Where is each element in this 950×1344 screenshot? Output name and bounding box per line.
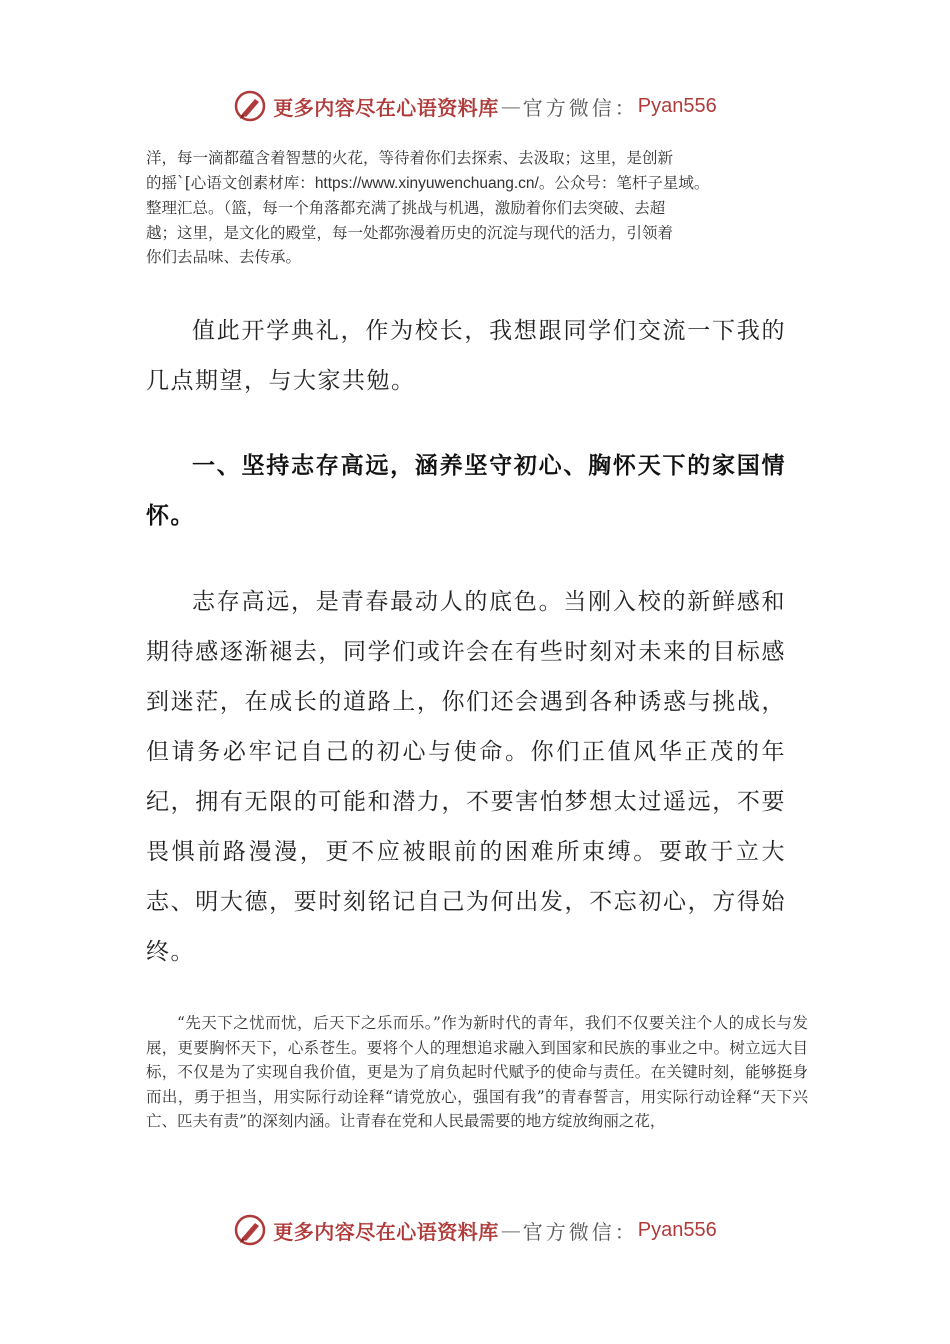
paragraph-top-line: 越；这里，是文化的殿堂，每一处都弥漫着历史的沉淀与现代的活力，引领着: [146, 223, 674, 242]
pen-logo-icon: [233, 1213, 267, 1247]
paragraph-top-line: 。公众号：笔杆子星域。: [538, 173, 710, 192]
pen-logo-icon: [233, 89, 267, 123]
brand-name: 更多内容尽在心语资料库: [273, 95, 499, 120]
source-url: https://www.xinyuwenchuang.cn/: [314, 174, 539, 192]
brand-separator: —: [500, 1218, 521, 1242]
paragraph-top-line: 洋，每一滴都蕴含着智慧的火花，等待着你们去探索、去汲取；这里，是创新: [146, 149, 674, 167]
wechat-label: 官方微信：: [522, 95, 638, 120]
section-heading: 一、坚持志存高远，涵养坚守初心、胸怀天下的家国情怀。: [146, 452, 786, 529]
quote-paragraph: “先天下之忧而忧，后天下之乐而乐。”作为新时代的青年，我们不仅要关注个人的成长与发展，更要胸怀天下，心系苍生。要将个人的理想追求融入到国家和民族的事业之中。树立远大目标，不仅是为了实现自我价值，更是为了肩负起时代赋予的使命与责任。在关键时刻，能够挺身而出，勇于担当，用实际行动诠释“请党放心，强国有我”的青春誓言，用实际行动诠释“天下兴亡、匹夫有责”的深刻内涵。让青春在党和人民最需要的地方绽放绚丽之花，: [146, 1014, 808, 1131]
body-paragraph: 志存高远，是青春最动人的底色。当刚入校的新鲜感和期待感逐渐褪去，同学们或许会在有些时刻对未来的目标感到迷茫，在成长的道路上，你们还会遇到各种诱惑与挑战，但请务必牢记自己的初心与使命。你们正值风华正茂的年纪，拥有无限的可能和潜力，不要害怕梦想太过遥远，不要畏惧前路漫漫，更不应被眼前的困难所束缚。要敢于立大志、明大德，要时刻铭记自己为何出发，不忘初心，方得始终。: [146, 589, 786, 965]
brand-name: 更多内容尽在心语资料库: [273, 1219, 499, 1244]
intro-paragraph: 值此开学典礼，作为校长，我想跟同学们交流一下我的几点期望，与大家共勉。: [146, 318, 786, 394]
wechat-label: 官方微信：: [522, 1219, 638, 1244]
header-banner: [0, 84, 950, 128]
paragraph-top-line: 你们去品味、去传承。: [146, 248, 302, 267]
paragraph-top-line: 的摇`[心语文创素材库：: [146, 173, 315, 192]
wechat-id: Pyan556: [637, 1218, 717, 1241]
brand-separator: —: [500, 94, 521, 118]
wechat-id: Pyan556: [637, 94, 717, 117]
paragraph-top-line: 整理汇总。（篮，每一个角落都充满了挑战与机遇，激励着你们去突破、去超: [146, 199, 666, 218]
footer-banner: [0, 1208, 950, 1252]
paragraph-top: [146, 146, 808, 270]
